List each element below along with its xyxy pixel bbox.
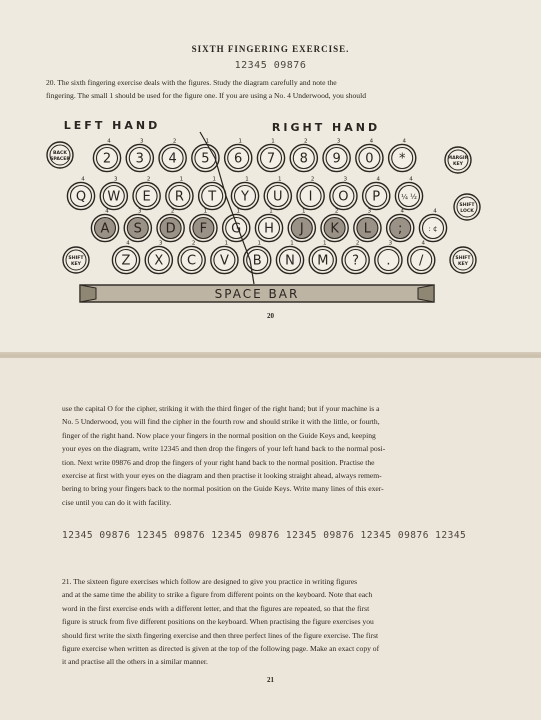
page-number: 21 (267, 676, 274, 684)
finger-number: 3 (140, 138, 144, 145)
paragraph-21 (62, 575, 487, 669)
space-bar-label: SPACE BAR (214, 287, 300, 301)
key-label: ? (352, 253, 360, 269)
text-line: 21. The sixteen figure exercises which follow are designed to give you practice in writing figures (62, 577, 358, 586)
key-label: X (154, 253, 164, 269)
key-label: L (363, 221, 372, 237)
text-line: should first write the sixth fingering exercise and then three perfect lines of the figure exercise. The first (62, 630, 379, 640)
special-key-label: LOCK (460, 209, 474, 214)
typed-exercise-line: 12345 09876 12345 09876 12345 09876 12345 09876 12345 09876 12345 (62, 530, 467, 541)
special-key-label: MARGIN (447, 156, 469, 161)
intro-paragraph (46, 76, 498, 103)
key-cap (363, 177, 390, 210)
key-label: V (219, 253, 229, 269)
finger-number: 3 (114, 176, 118, 183)
exercise-heading: SIXTH FINGERING EXERCISE. (191, 44, 350, 54)
finger-number: 1 (257, 240, 261, 247)
finger-number: 3 (388, 240, 393, 247)
typed-sample: 12345 09876 (234, 60, 307, 71)
key-cap (419, 209, 446, 242)
text-line: figure exercise when written as directed is given at the top of the following page. Make an exact copy of (62, 644, 380, 654)
finger-number: 2 (310, 176, 315, 183)
key-label: I (308, 189, 313, 205)
key-label: H (264, 221, 274, 237)
key-label: 3 (135, 151, 144, 167)
finger-number: 1 (278, 176, 282, 183)
key-label: / (419, 253, 424, 269)
key-cap (192, 139, 219, 172)
key-label: 8 (299, 151, 308, 167)
key-label: 2 (102, 151, 112, 167)
finger-number: 2 (170, 208, 175, 215)
finger-number: 4 (376, 176, 380, 183)
key-label: 5 (201, 151, 210, 167)
key-cap (309, 241, 336, 274)
finger-number: 4 (105, 208, 109, 215)
shift-lock-key (454, 194, 480, 220)
finger-number: 4 (433, 208, 437, 215)
space-bar (80, 285, 434, 302)
text-line: bering to bring your fingers back to the normal position on the Guide Keys. Write many lines of this exer- (62, 484, 384, 494)
right-hand-label: RIGHT HAND (271, 121, 381, 134)
finger-number: 2 (191, 240, 196, 247)
key-cap (290, 139, 317, 172)
back-spacer-key (47, 142, 73, 168)
key-cap (323, 139, 350, 172)
special-key-label: BACK (53, 151, 67, 156)
key-label: S (133, 221, 142, 237)
key-cap (264, 177, 291, 210)
key-cap (67, 177, 94, 210)
text-line: finger of the right hand. Now place your fingers in the normal position on the Guide Keys and, keeping (62, 430, 376, 440)
key-label: N (285, 253, 295, 269)
finger-number: 1 (179, 176, 184, 183)
intro-line: fingering. The small 1 should be used for the figure one. If you are using a No. 4 Underwood, you should (46, 91, 366, 101)
key-cap (354, 209, 381, 242)
key-label: R (174, 189, 184, 205)
special-key-label: KEY (457, 262, 469, 267)
keyboard-diagram (40, 112, 500, 312)
finger-number: 1 (271, 138, 275, 145)
finger-number: 3 (138, 208, 142, 215)
key-label: : ¢ (428, 225, 438, 233)
key-label: B (252, 253, 262, 269)
finger-number: 2 (334, 208, 339, 215)
key-cap (321, 209, 348, 242)
left-shift-key (63, 247, 89, 273)
finger-number: 1 (203, 208, 208, 215)
finger-number: 1 (236, 208, 240, 215)
finger-number: 3 (367, 208, 372, 215)
finger-number: 1 (212, 176, 216, 183)
finger-number: 3 (159, 240, 163, 247)
key-label: Z (121, 253, 131, 269)
finger-number: 1 (302, 208, 306, 215)
text-line: No. 5 Underwood, you will find the cipher in the fourth row and should strike it with the little, or fourth, (62, 417, 380, 427)
key-cap (356, 139, 383, 172)
key-cap (124, 209, 151, 242)
key-cap (159, 139, 186, 172)
key-cap (126, 139, 153, 172)
finger-number: 2 (304, 138, 308, 145)
text-line: your eyes on the diagram, write 12345 and then drop the fingers of your left hand back to the normal posi- (62, 444, 386, 454)
key-label: 4 (168, 151, 177, 167)
finger-number: 4 (402, 138, 406, 145)
finger-number: 2 (146, 176, 151, 183)
key-cap (190, 209, 217, 242)
finger-number: 1 (323, 240, 327, 247)
key-cap (375, 241, 402, 274)
text-line: it and practise all the others in a similar manner. (62, 657, 208, 667)
finger-number: 4 (107, 138, 111, 145)
key-cap (225, 139, 252, 172)
key-cap (231, 177, 258, 210)
text-line: exercise at first with your eyes on the diagram and then practise it looking straight ahead, always remem- (62, 471, 382, 481)
finger-number: 2 (172, 138, 177, 145)
special-key-label: KEY (70, 262, 82, 267)
key-label: U (273, 189, 283, 205)
page-number: 20 (267, 312, 274, 320)
continuation-paragraph (62, 402, 487, 509)
key-label: J (299, 221, 304, 237)
key-cap (408, 241, 435, 274)
finger-number: 3 (336, 138, 341, 145)
special-key-label: KEY (452, 162, 464, 167)
text-line: figure is struck from five different positions on the keyboard. When practising the figure exercises you (62, 617, 374, 627)
right-shift-key (450, 247, 476, 273)
key-cap (91, 209, 118, 242)
key-cap (112, 241, 139, 274)
special-key-label: SHIFT (459, 203, 475, 208)
key-cap (145, 241, 172, 274)
finger-number: 1 (290, 240, 294, 247)
key-cap (257, 139, 284, 172)
finger-number: 1 (269, 208, 273, 215)
key-label: O (338, 189, 349, 205)
key-cap (133, 177, 160, 210)
top-page (0, 0, 541, 355)
key-label: P (372, 189, 381, 205)
intro-line: 20. The sixth fingering exercise deals with the figures. Study the diagram carefully and note the (46, 78, 337, 87)
key-cap (223, 209, 250, 242)
key-cap (93, 139, 120, 172)
key-label: 6 (234, 151, 243, 167)
key-label: T (208, 189, 217, 205)
text-line: cise until you can do it with facility. (62, 497, 172, 507)
special-key-label: SPACER (50, 157, 70, 162)
key-cap (330, 177, 357, 210)
key-label: * (398, 151, 406, 167)
key-label: ¼ ½ (401, 193, 417, 201)
key-label: W (107, 189, 121, 205)
finger-number: 4 (400, 208, 404, 215)
key-cap (297, 177, 324, 210)
key-cap (389, 139, 416, 172)
margin-release-key (445, 147, 471, 173)
key-label: 0 (365, 151, 374, 167)
finger-number: 1 (224, 240, 229, 247)
finger-number: 4 (81, 176, 85, 183)
finger-number: 2 (355, 240, 360, 247)
key-cap (255, 209, 282, 242)
left-hand-label: LEFT HAND (63, 119, 161, 132)
text-line: tion. Next write 09876 and drop the fingers of your right hand back to the normal position. Practise the (62, 457, 375, 467)
key-label: C (187, 253, 197, 269)
finger-number: 4 (369, 138, 374, 145)
key-label: F (199, 221, 208, 237)
key-cap (178, 241, 205, 274)
key-label: K (330, 221, 339, 237)
finger-number: 4 (409, 176, 413, 183)
key-cap (395, 177, 422, 210)
key-cap (342, 241, 369, 274)
key-label: Y (241, 189, 249, 205)
key-cap (166, 177, 193, 210)
key-label: D (165, 221, 176, 237)
key-cap (244, 241, 271, 274)
key-label: 7 (266, 151, 276, 167)
key-label: . (386, 253, 391, 269)
key-cap (276, 241, 303, 274)
key-label: 9 (332, 151, 341, 167)
finger-number: 1 (205, 138, 210, 145)
key-label: M (317, 253, 329, 269)
key-cap (387, 209, 414, 242)
key-cap (211, 241, 238, 274)
key-cap (157, 209, 184, 242)
finger-number: 4 (421, 240, 425, 247)
key-label: Q (75, 189, 87, 205)
text-line: and at the same time the ability to strike a figure from different points on the keyboard. Note that each (62, 590, 373, 600)
key-label: E (142, 189, 151, 205)
finger-number: 4 (126, 240, 130, 247)
key-label: ; (398, 221, 403, 237)
text-line: use the capital O for the cipher, striking it with the third finger of the right hand; but if your machine is a (62, 404, 380, 413)
finger-number: 1 (245, 176, 249, 183)
key-cap (288, 209, 315, 242)
text-line: word in the first exercise ends with a different letter, and that the figures are repeated, so that the first (62, 603, 370, 613)
key-cap (100, 177, 127, 210)
key-label: A (100, 221, 110, 237)
key-label: G (231, 221, 242, 237)
finger-number: 3 (343, 176, 348, 183)
special-key-label: SHIFT (68, 256, 84, 261)
special-key-label: SHIFT (455, 256, 471, 261)
finger-number: 1 (238, 138, 242, 145)
